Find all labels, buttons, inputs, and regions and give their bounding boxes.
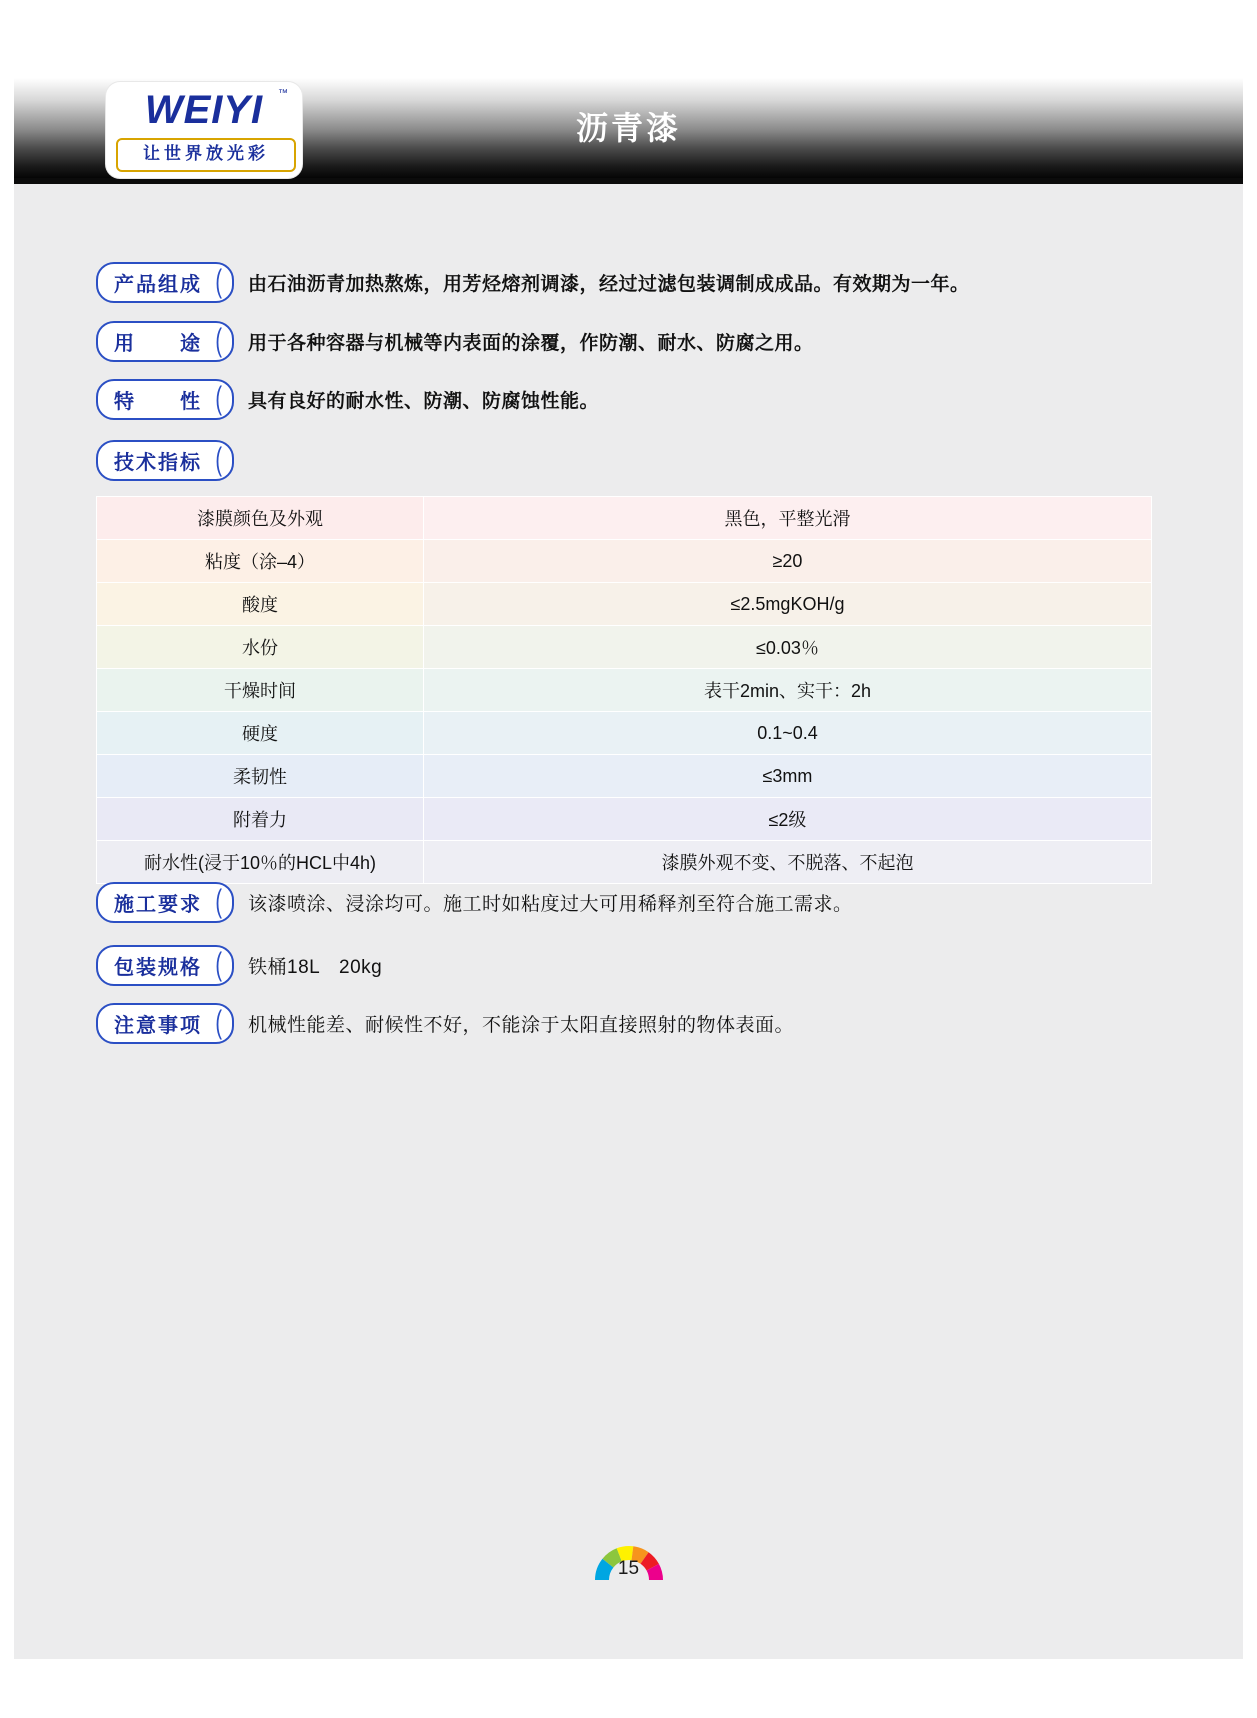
- color-fan-icon: [589, 1540, 669, 1582]
- brand-logo: [106, 82, 302, 178]
- section-label-text: 包装规格: [114, 957, 202, 979]
- trademark-icon: ™: [278, 88, 288, 99]
- spec-value: 表干2min、实干：2h: [424, 669, 1152, 712]
- paren-bracket-icon: (: [215, 442, 224, 478]
- section-label-text: 产品组成: [114, 274, 202, 296]
- table-row: [97, 755, 1152, 798]
- spec-name: 硬度: [97, 712, 424, 755]
- top-margin: [0, 0, 1257, 78]
- section-label-product-composition: [96, 262, 234, 303]
- paren-bracket-icon: (: [215, 381, 224, 417]
- spec-value: ≤2.5mgKOH/g: [424, 583, 1152, 626]
- spec-table: [96, 496, 1152, 884]
- spec-value: ≤2级: [424, 798, 1152, 841]
- spec-name: 粘度（涂–4）: [97, 540, 424, 583]
- section-body-packaging: 铁桶18L 20kg: [248, 957, 383, 978]
- page-footer: [0, 1540, 1257, 1587]
- page-title: 沥青漆: [575, 110, 681, 146]
- section-label-usage: [96, 321, 234, 362]
- section-label-text: 施工要求: [114, 894, 202, 916]
- section-label-application-requirements: [96, 882, 234, 923]
- spec-value: 漆膜外观不变、不脱落、不起泡: [424, 841, 1152, 884]
- section-precautions: [96, 1003, 794, 1044]
- header-underline: [14, 178, 1243, 184]
- paren-bracket-icon: (: [215, 264, 224, 300]
- section-body-precautions: 机械性能差、耐候性不好，不能涂于太阳直接照射的物体表面。: [248, 1015, 795, 1036]
- logo-slogan: 让世界放光彩: [116, 138, 296, 172]
- section-label-text: 注意事项: [114, 1015, 202, 1037]
- table-row: [97, 669, 1152, 712]
- bottom-margin: [0, 1659, 1257, 1718]
- spec-value: ≤0.03％: [424, 626, 1152, 669]
- spec-name: 酸度: [97, 583, 424, 626]
- section-body-application-requirements: 该漆喷涂、浸涂均可。施工时如粘度过大可用稀释剂至符合施工需求。: [248, 894, 853, 915]
- section-label-characteristics: [96, 379, 234, 420]
- section-body-product-composition: 由石油沥青加热熬炼，用芳烃熔剂调漆，经过过滤包装调制成成品。有效期为一年。: [248, 274, 970, 295]
- paren-bracket-icon: (: [215, 884, 224, 920]
- section-label-text: 技术指标: [114, 452, 202, 474]
- section-label-packaging: [96, 945, 234, 986]
- section-product-composition: [96, 262, 970, 303]
- spec-name: 耐水性(浸于10％的HCL中4h): [97, 841, 424, 884]
- page-number: 15: [617, 1558, 640, 1579]
- section-technical-specs: [96, 440, 234, 481]
- table-row: [97, 626, 1152, 669]
- section-characteristics: [96, 379, 599, 420]
- logo-wordmark: WEIYI: [144, 88, 264, 132]
- spec-name: 附着力: [97, 798, 424, 841]
- table-row: [97, 712, 1152, 755]
- spec-name: 漆膜颜色及外观: [97, 497, 424, 540]
- spec-value: 黑色，平整光滑: [424, 497, 1152, 540]
- spec-value: ≥20: [424, 540, 1152, 583]
- table-row: [97, 583, 1152, 626]
- section-label-precautions: [96, 1003, 234, 1044]
- section-body-characteristics: 具有良好的耐水性、防潮、防腐蚀性能。: [248, 391, 600, 412]
- spec-name: 柔韧性: [97, 755, 424, 798]
- section-label-technical-specs: [96, 440, 234, 481]
- paren-bracket-icon: (: [215, 947, 224, 983]
- spec-value: ≤3mm: [424, 755, 1152, 798]
- section-packaging: [96, 945, 382, 986]
- spec-name: 水份: [97, 626, 424, 669]
- spec-name: 干燥时间: [97, 669, 424, 712]
- section-body-usage: 用于各种容器与机械等内表面的涂覆，作防潮、耐水、防腐之用。: [248, 333, 814, 354]
- paren-bracket-icon: (: [215, 323, 224, 359]
- table-row: [97, 798, 1152, 841]
- spec-value: 0.1~0.4: [424, 712, 1152, 755]
- section-label-text: 用 途: [114, 333, 202, 355]
- table-row: [97, 841, 1152, 884]
- table-row: [97, 497, 1152, 540]
- section-label-text: 特 性: [114, 391, 202, 413]
- section-usage: [96, 321, 814, 362]
- paren-bracket-icon: (: [215, 1005, 224, 1041]
- table-row: [97, 540, 1152, 583]
- section-application-requirements: [96, 882, 853, 923]
